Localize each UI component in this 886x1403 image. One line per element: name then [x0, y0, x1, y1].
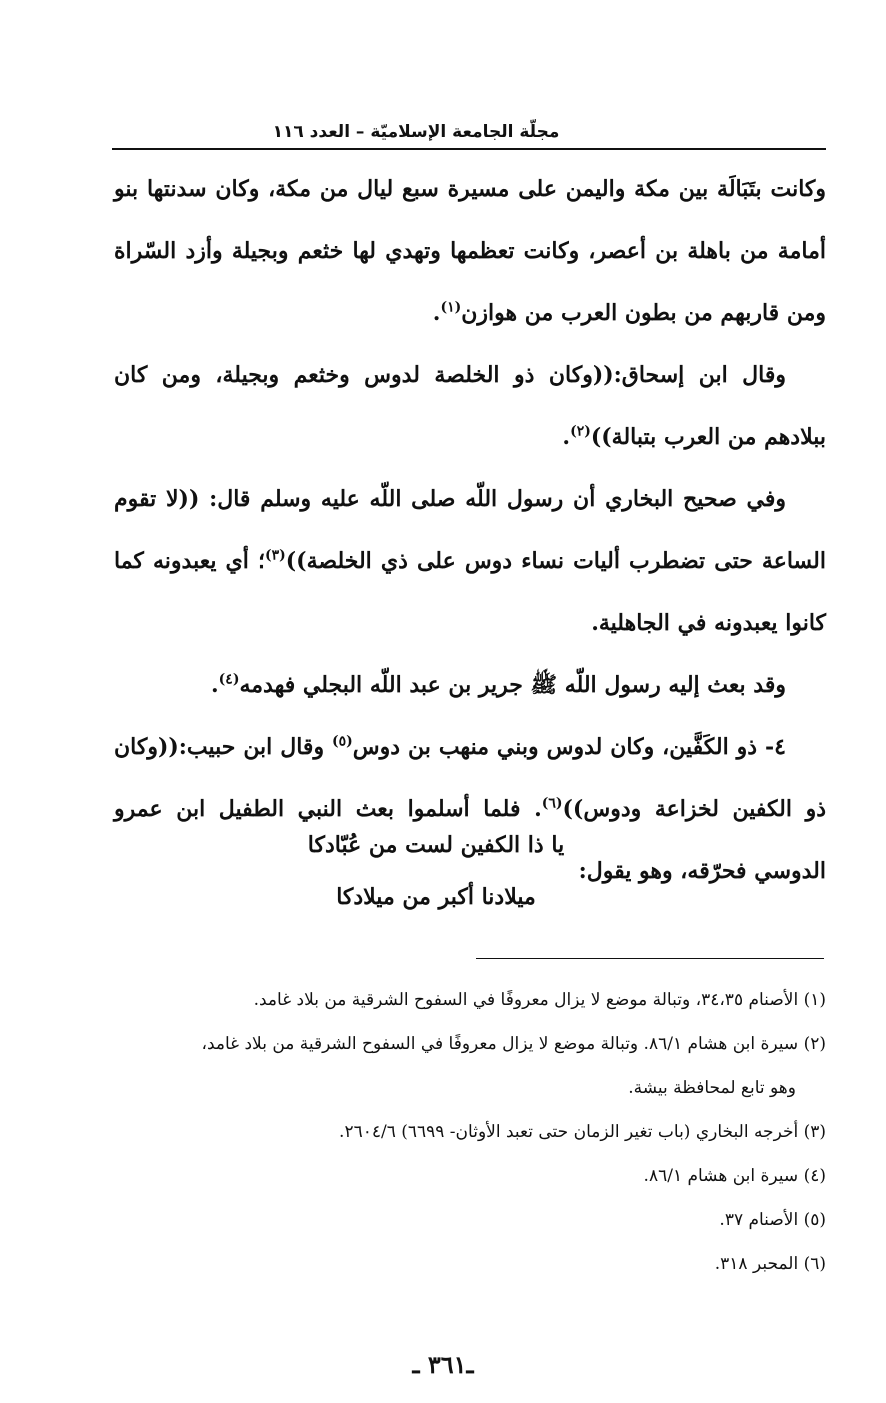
footnote-5: (٥) الأصنام ٣٧.	[719, 1210, 826, 1230]
footnote-2-continuation: وهو تابع لمحافظة بيشة.	[628, 1078, 796, 1098]
paragraph-4: وقد بعث إليه رسول اللّه ﷺ جرير بن عبد اللّه البجلي فهدمه$^{(٤)}$.	[211, 671, 786, 698]
main-text	[114, 158, 826, 902]
footnote-ref-1: (١)	[440, 299, 462, 316]
page-number: ـ٣٦١ ـ	[412, 1350, 474, 1379]
footnote-rule	[476, 958, 824, 959]
footnotes	[114, 978, 826, 1286]
footnote-ref-2: (٢)	[570, 423, 591, 440]
paragraph-2: وقال ابن إسحاق:((وكان ذو الخلصة لدوس وخثعم وبجيلة، ومن كان ببلادهم من العرب بتبالة))$^{(٢)}$.	[114, 362, 826, 450]
verse-line-2: ميلادنا أكبر من ميلادكا	[336, 884, 536, 910]
footnote-2: (٢) سيرة ابن هشام ٨٦/١. وتبالة موضع لا يزال معروفًا في السفوح الشرقية من بلاد غامد،	[201, 1034, 826, 1054]
header-rule	[112, 148, 826, 150]
footnote-6: (٦) المحبر ٣١٨.	[714, 1254, 826, 1274]
footnote-1: (١) الأصنام ٣٤،٣٥، وتبالة موضع لا يزال معروفًا في السفوح الشرقية من بلاد غامد.	[253, 990, 826, 1010]
footnote-ref-5: (٥)	[332, 733, 353, 750]
paragraph-5: ٤- ذو الكَفَّين، وكان لدوس وبني منهب بن دوس$^{(٥)}$ وقال ابن حبيب:((وكان ذو الكفين لخزاعة ودوس))$^{(٦)}$. فلما أسلموا بعث النبي الطفيل ابن عمرو الدوسي فحرّقه، وهو يقول:	[114, 733, 826, 884]
verse-line-1: يا ذا الكفين لست من عُبّادكا	[307, 832, 565, 858]
footnote-3: (٣) أخرجه البخاري (باب تغير الزمان حتى تعبد الأوثان- ٦٦٩٩) ٢٦٠٤/٦.	[339, 1122, 826, 1142]
paragraph-1: وكانت بتَبَالَة بين مكة واليمن على مسيرة سبع ليال من مكة، وكان سدنتها بنو أمامة من باهلة بن أعصر، وكانت تعظمها وتهدي لها خثعم وبجيلة وأزد السّراة ومن قاربهم من بطون العرب من هوازن$^{(١)}$.	[114, 176, 826, 326]
footnote-ref-3: (٣)	[264, 547, 286, 564]
running-header: مجلّة الجامعة الإسلاميّة – العدد ١١٦	[272, 122, 560, 142]
paragraph-3: وفي صحيح البخاري أن رسول اللّه صلى اللّه عليه وسلم قال: ((لا تقوم الساعة حتى تضطرب أليات نساء دوس على ذي الخلصة))$^{(٣)}$؛ أي يعبدونه كما كانوا يعبدونه في الجاهلية.	[114, 486, 826, 636]
footnote-ref-4: (٤)	[218, 671, 240, 688]
footnote-4: (٤) سيرة ابن هشام ٨٦/١.	[643, 1166, 826, 1186]
footnote-ref-6: (٦)	[541, 795, 563, 812]
